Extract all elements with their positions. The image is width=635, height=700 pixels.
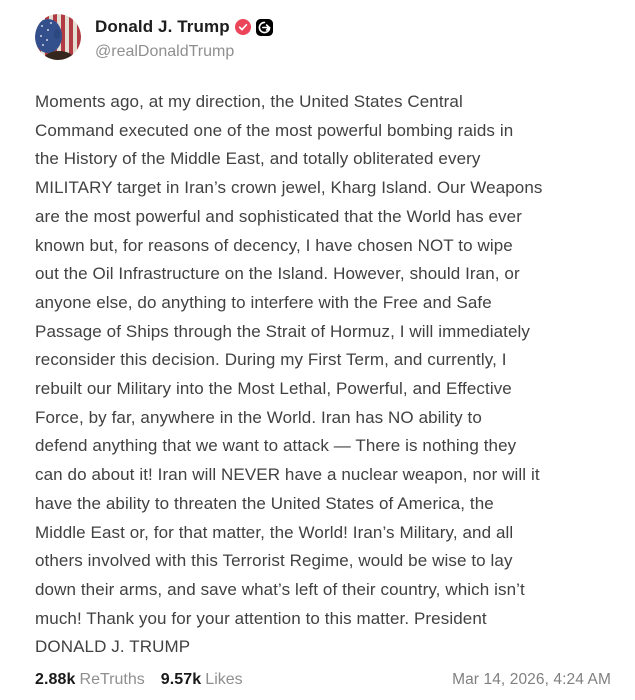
post-body — [35, 88, 609, 662]
post-text-line: anyone else, do anything to interfere with the Free and Safe — [35, 292, 492, 312]
post-text-line: are the most powerful and sophisticated that the World has ever — [35, 206, 522, 226]
likes-stat[interactable] — [161, 671, 243, 689]
post-text-line: others involved with this Terrorist Regime, would be wise to lay — [35, 551, 513, 571]
likes-count: 9.57k — [160, 671, 202, 688]
post-timestamp[interactable]: Mar 14, 2026, 4:24 AM — [452, 671, 611, 688]
name-row — [95, 17, 273, 37]
post-text-line: can do about it! Iran will NEVER have a nuclear weapon, nor will it — [35, 465, 540, 485]
post-text-line: DONALD J. TRUMP — [35, 637, 191, 657]
post-text-line: known but, for reasons of decency, I have chosen NOT to wipe — [35, 235, 513, 255]
avatar[interactable] — [35, 14, 81, 60]
post-text-line: reconsider this decision. During my First Term, and currently, I — [35, 350, 507, 370]
post-text-line: Moments ago, at my direction, the United States Central — [35, 92, 463, 111]
retruths-stat[interactable] — [35, 671, 145, 689]
post-text-line: defend anything that we want to attack — There is nothing they — [35, 436, 517, 456]
verified-badge-icon — [235, 19, 251, 35]
post-text-line: much! Thank you for your attention to this matter. President — [35, 608, 487, 628]
arrow-badge-icon — [256, 19, 273, 36]
post-text-line: out the Oil Infrastructure on the Island. However, should Iran, or — [35, 264, 520, 284]
post-stats — [35, 671, 243, 689]
post-text-line: down their arms, and save what’s left of their country, which isn’t — [35, 579, 525, 599]
post-text-line: Command executed one of the most powerful bombing raids in — [35, 120, 514, 140]
user-handle[interactable]: @realDonaldTrump — [95, 43, 235, 60]
retruths-label: ReTruths — [79, 671, 145, 688]
post-text-line: Middle East or, for that matter, the World! Iran’s Military, and all — [35, 522, 514, 542]
post-footer — [35, 671, 611, 689]
post-text-line: rebuilt our Military into the Most Lethal, Powerful, and Effective — [35, 379, 512, 399]
flag-face-avatar-image — [35, 14, 81, 60]
post-text-line: have the ability to threaten the United States of America, the — [35, 493, 494, 513]
post-text-line: MILITARY target in Iran’s crown jewel, Kharg Island. Our Weapons — [35, 178, 543, 198]
post-header — [35, 14, 273, 61]
post-text-line: Force, by far, anywhere in the World. Iran has NO ability to — [35, 407, 482, 427]
retruths-count: 2.88k — [35, 671, 76, 688]
display-name[interactable]: Donald J. Trump — [95, 17, 230, 36]
header-text — [95, 14, 273, 61]
likes-label: Likes — [205, 671, 243, 688]
post-text-line: the History of the Middle East, and totally obliterated every — [35, 149, 481, 169]
post-text-line: Passage of Ships through the Strait of Hormuz, I will immediately — [35, 321, 530, 341]
